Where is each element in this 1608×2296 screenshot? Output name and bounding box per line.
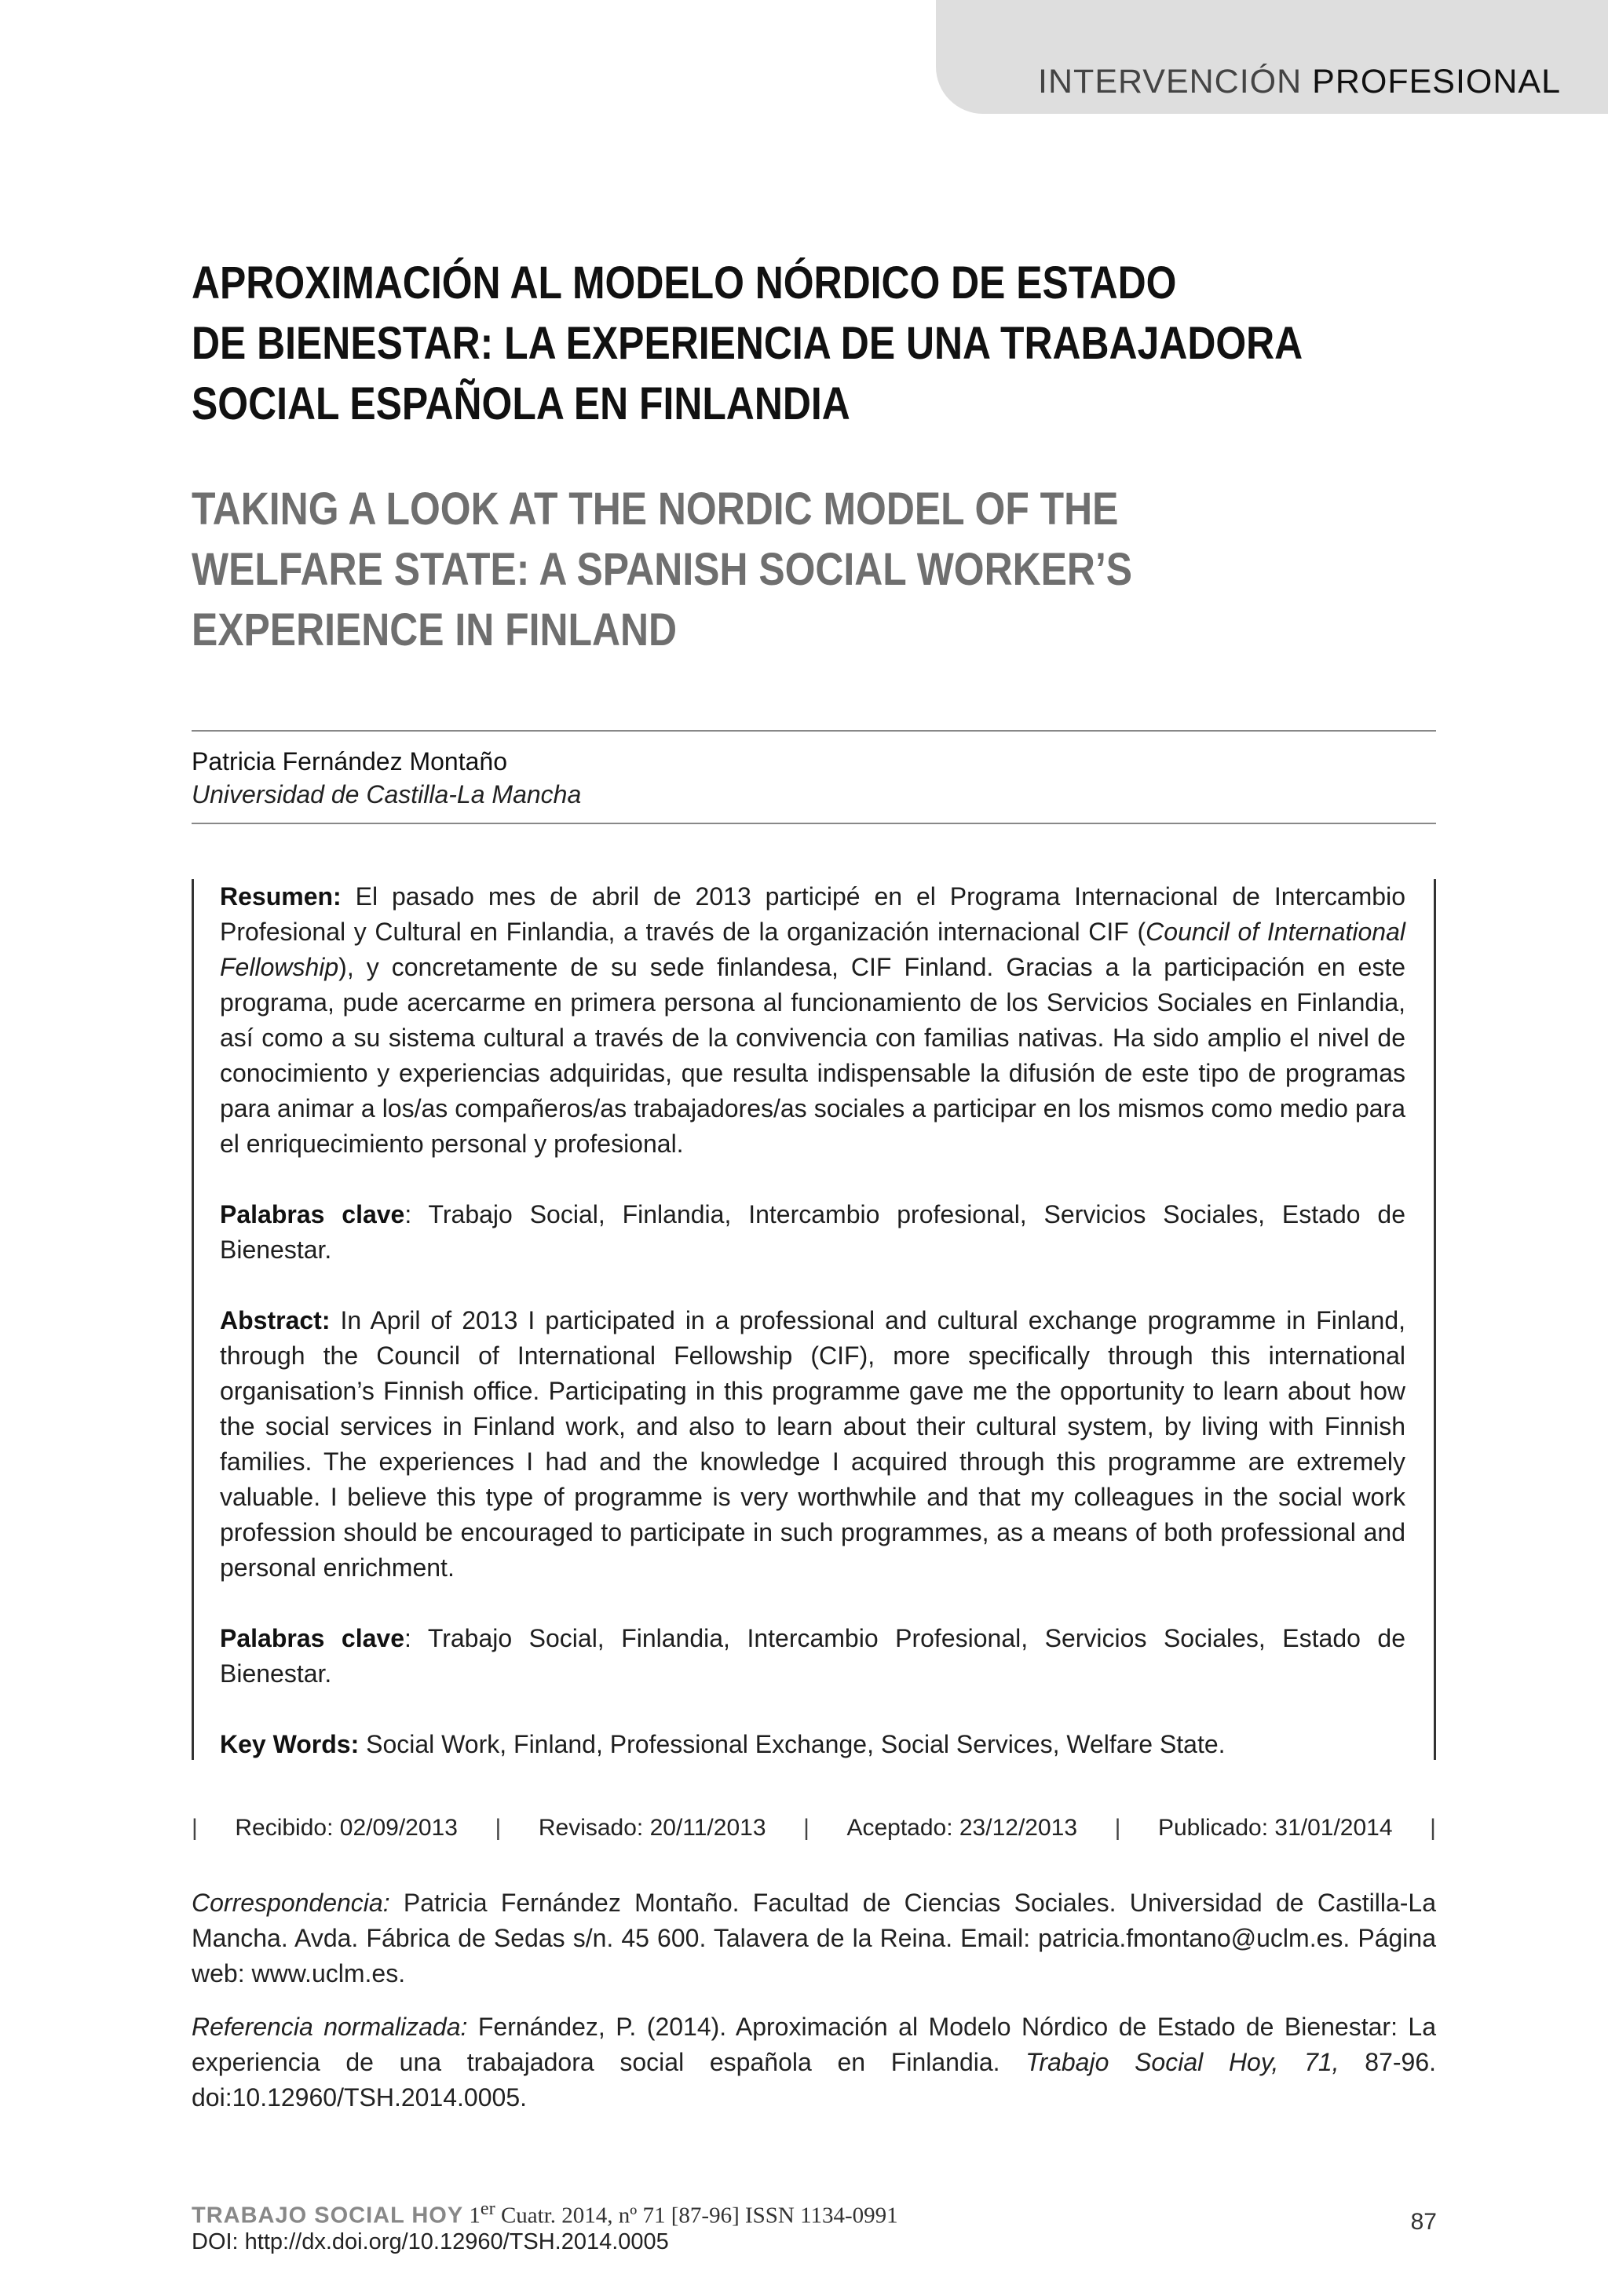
date-received: Recibido: 02/09/2013 [235, 1815, 458, 1841]
resumen-label: Resumen: [220, 882, 342, 911]
issue-sup: er [480, 2198, 495, 2219]
resumen-paragraph [220, 879, 1405, 1162]
date-revised: Revisado: 20/11/2013 [538, 1815, 766, 1841]
resumen-text-a: El pasado mes de abril de 2013 participé en el Programa Internacional de Intercambio Profesional y Cultural en Finlandia, a través de la organización internacional CIF ( [220, 882, 1405, 946]
title-english-line: TAKING A LOOK AT THE NORDIC MODEL OF THE [192, 484, 1119, 535]
section-label-light: INTERVENCIÓN [1038, 63, 1303, 100]
dates-separator: | [495, 1815, 502, 1841]
title-spanish [192, 253, 1303, 434]
resumen-italic: Council of International Fellowship [220, 918, 1406, 981]
keywords-es-paragraph-2 [220, 1621, 1405, 1692]
page-number: 87 [1410, 2209, 1437, 2235]
issue-info: Cuatr. 2014, nº 71 [87-96] ISSN 1134-0991 [495, 2203, 898, 2228]
keywords-es-label: Palabras clave [220, 1200, 405, 1228]
abstract-box [192, 879, 1436, 1760]
dates-bar [192, 1815, 1436, 1842]
author-affiliation: Universidad de Castilla-La Mancha [192, 780, 582, 809]
keywords-es-text: : Trabajo Social, Finlandia, Intercambio profesional, Servicios Sociales, Estado de Bienestar. [220, 1200, 1406, 1264]
keywords-en-paragraph [220, 1727, 1405, 1762]
date-accepted: Aceptado: 23/12/2013 [846, 1815, 1078, 1841]
section-label-bold: PROFESIONAL [1312, 63, 1561, 100]
dates-separator: | [192, 1815, 198, 1841]
correspondence-text: Patricia Fernández Montaño. Facultad de Ciencias Sociales. Universidad de Castilla-La Mancha. Avda. Fábrica de Sedas s/n. 45 600. Talavera de la Reina. Email: patricia.fmontano@uclm.es. Página web: www.uclm.es. [192, 1889, 1436, 1988]
dates-separator: | [803, 1815, 809, 1841]
title-english [192, 479, 1132, 660]
keywords-en-text: Social Work, Finland, Professional Exchange, Social Services, Welfare State. [359, 1730, 1226, 1758]
reference-text-a: Fernández, P. (2014). Aproximación al Modelo Nórdico de Estado de Bienestar: La experiencia de una trabajadora social española en Finlandia. [192, 2013, 1437, 2076]
title-spanish-line: APROXIMACIÓN AL MODELO NÓRDICO DE ESTADO [192, 257, 1177, 308]
dates-separator: | [1114, 1815, 1121, 1841]
keywords-es-label-2: Palabras clave [220, 1624, 405, 1652]
footer-journal [192, 2198, 898, 2229]
journal-name: TRABAJO SOCIAL HOY [192, 2203, 464, 2228]
author-name: Patricia Fernández Montaño [192, 747, 507, 776]
keywords-en-label: Key Words: [220, 1730, 360, 1758]
abstract-label: Abstract: [220, 1306, 331, 1334]
resumen-text-b: ), y concretamente de su sede finlandesa, CIF Finland. Gracias a la participación en este programa, pude acercarme en primera persona al funcionamiento de los Servicios Sociales en Finlandia, así como a su sistema cultural a través de la convivencia con familias nativas. Ha sido amplio el nivel de conocimiento y experiencias adquiridas, que resulta indispensable la difusión de este tipo de programas para animar a los/as compañeros/as trabajadores/as sociales a participar en los mismos como medio para el enriquecimiento personal y profesional. [220, 953, 1405, 1158]
divider-bottom [192, 823, 1436, 824]
reference-label: Referencia normalizada: [192, 2013, 468, 2041]
title-spanish-line: SOCIAL ESPAÑOLA EN FINLANDIA [192, 378, 850, 429]
reference-italic: Trabajo Social Hoy, 71, [1025, 2048, 1339, 2076]
title-english-line: EXPERIENCE IN FINLAND [192, 604, 678, 655]
footer-doi: DOI: http://dx.doi.org/10.12960/TSH.2014.0005 [192, 2229, 669, 2254]
abstract-left-bar [192, 879, 194, 1760]
abstract-right-bar [1434, 879, 1436, 1760]
reference [192, 2009, 1436, 2115]
issue-prefix: 1 [463, 2203, 481, 2228]
correspondence [192, 1885, 1436, 1991]
date-published: Publicado: 31/01/2014 [1157, 1815, 1393, 1841]
divider-top [192, 730, 1436, 732]
section-label [1038, 63, 1561, 101]
correspondence-label: Correspondencia: [192, 1889, 390, 1917]
title-english-line: WELFARE STATE: A SPANISH SOCIAL WORKER’S [192, 544, 1133, 595]
dates-separator: | [1430, 1815, 1436, 1841]
title-spanish-line: DE BIENESTAR: LA EXPERIENCIA DE UNA TRABAJADORA [192, 318, 1303, 369]
keywords-es-text-2: : Trabajo Social, Finlandia, Intercambio Profesional, Servicios Sociales, Estado de Bienestar. [220, 1624, 1406, 1688]
abstract-content [220, 879, 1405, 1798]
keywords-es-paragraph [220, 1197, 1405, 1268]
abstract-text: In April of 2013 I participated in a professional and cultural exchange programme in Finland, through the Council of International Fellowship (CIF), more specifically through this international organisation’s Finnish office. Participating in this programme gave me the opportunity to learn about how the social services in Finland work, and also to learn about their cultural system, by living with Finnish families. The experiences I had and the knowledge I acquired through this programme are extremely valuable. I believe this type of programme is very worthwhile and that my colleagues in the social work profession should be encouraged to participate in such programmes, as a means of both professional and personal enrichment. [220, 1306, 1405, 1582]
reference-text-b: 87-96. doi:10.12960/TSH.2014.0005. [192, 2048, 1437, 2112]
section-tab [936, 0, 1608, 114]
abstract-paragraph [220, 1303, 1405, 1586]
